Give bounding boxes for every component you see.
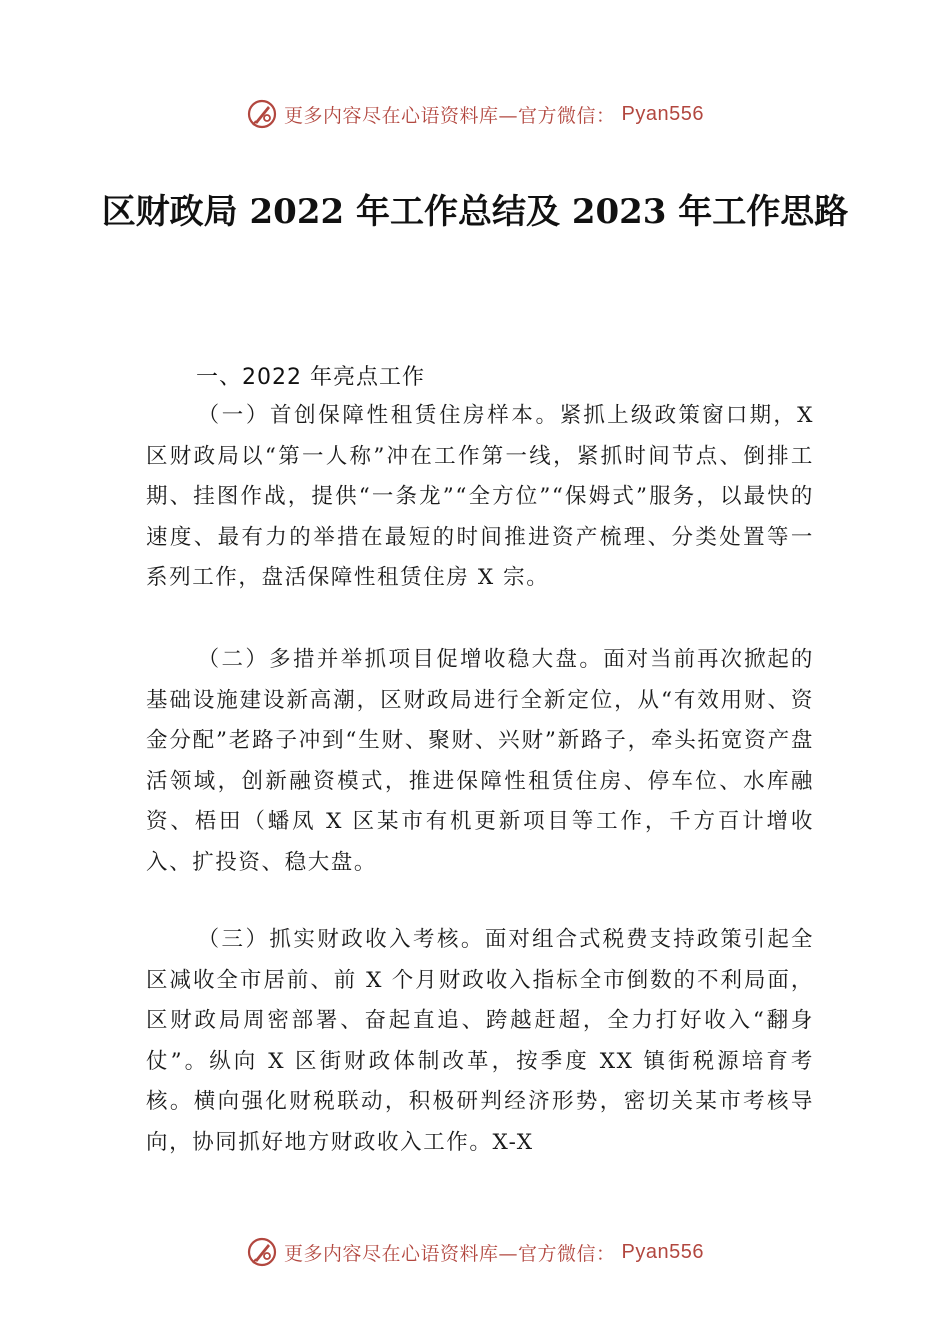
paragraph-1: [146, 396, 814, 599]
watermark-header: [0, 98, 950, 130]
paragraph-2-lead: （二）多措并举抓项目促增收稳大盘。: [197, 647, 604, 672]
watermark-text: 更多内容尽在心语资料库—官方微信：: [284, 104, 616, 127]
watermark-footer: [0, 1236, 950, 1268]
watermark-wechat-id: Pyan556: [621, 102, 704, 125]
section-heading: 一、2022 年亮点工作: [196, 365, 425, 390]
paragraph-2-body: 面对当前再次掀起的基础设施建设新高潮，区财政局进行全新定位，从“有效用财、资金分配”老路子冲到“生财、聚财、兴财”新路子，牵头拓宽资产盘活领域，创新融资模式，推进保障性租赁住房、停车位、水库融资、梧田（蟠凤 X 区某市有机更新项目等工作，千方百计增收入、扩投资、稳大盘。: [146, 647, 814, 875]
watermark-wechat-id: Pyan556: [621, 1240, 704, 1263]
quill-logo-icon: [246, 1236, 278, 1268]
paragraph-1-body: 紧抓上级政策窗口期，X 区财政局以“第一人称”冲在工作第一线，紧抓时间节点、倒排工期、挂图作战，提供“一条龙”“全方位”“保姆式”服务，以最快的速度、最有力的举措在最短的时间推进资产梳理、分类处置等一系列工作，盘活保障性租赁住房 X 宗。: [146, 403, 814, 590]
watermark-text: 更多内容尽在心语资料库—官方微信：: [284, 1242, 616, 1265]
paragraph-1-lead: （一）首创保障性租赁住房样本。: [197, 403, 560, 428]
quill-logo-icon: [246, 98, 278, 130]
paragraph-3-lead: （三）抓实财政收入考核。: [197, 927, 485, 952]
paragraph-3-body: 面对组合式税费支持政策引起全区减收全市居前、前 X 个月财政收入指标全市倒数的不利局面，区财政局周密部署、奋起直追、跨越赶超，全力打好收入“翻身仗”。纵向 X 区街财政体制改革，按季度 XX 镇街税源培育考核。横向强化财税联动，积极研判经济形势，密切关某市考核导向，协同抓好地方财政收入工作。X-X: [146, 927, 814, 1155]
paragraph-2: [146, 640, 814, 883]
document-title: 区财政局 2022 年工作总结及 2023 年工作思路: [101, 192, 849, 232]
paragraph-3: [146, 920, 814, 1163]
